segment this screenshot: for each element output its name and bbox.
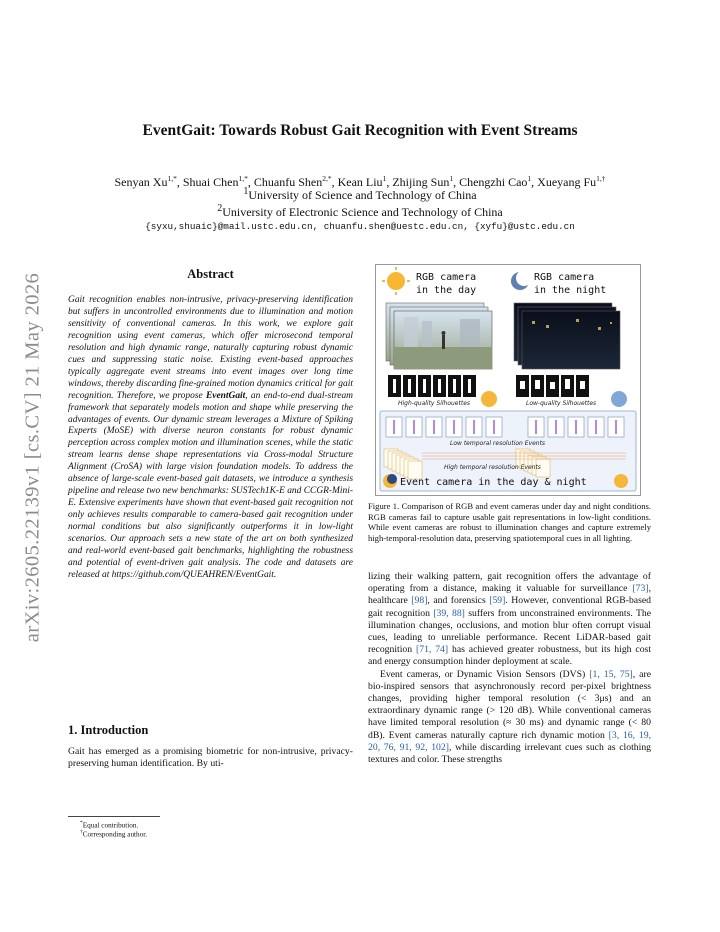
night-panel <box>511 270 620 369</box>
figure-1-caption: Figure 1. Comparison of RGB and event cameras under day and night conditions. RGB cameras fail to capture usable gait representations in low-light conditions. While event cameras are robust to illumination changes and capture extremely high-temporal-resolution data, preserving spatiotemporal cues in all lighting. <box>368 501 651 543</box>
citation-link[interactable]: [73] <box>632 583 649 595</box>
body-text: has achieved greater robustness, but its high cost and energy consumption hinder deployment at scale. <box>368 644 652 668</box>
paragraph-1 <box>368 571 651 667</box>
body-text: Event cameras, or Dynamic Vision Sensors (DVS) <box>380 668 590 680</box>
figure-1-illustration <box>376 265 640 495</box>
low-temporal-label: Low temporal resolution Events <box>450 440 546 447</box>
abstract-body <box>68 295 353 582</box>
happy-face-icon <box>481 391 497 407</box>
footnote-corresponding-author <box>80 829 147 838</box>
author-affiliation-mark: 1,† <box>596 174 606 183</box>
figure-1 <box>375 264 641 496</box>
author-affiliation-mark: 2,* <box>322 174 332 183</box>
footnote-rule <box>68 816 160 817</box>
author-name: Chuanfu Shen <box>253 175 323 189</box>
citation-link[interactable]: [3, 16, 19, 20, 76, 91, 92, 102] <box>368 729 651 753</box>
label-rgb-day-line2: in the day <box>416 285 477 296</box>
section-heading-introduction: 1. Introduction <box>68 723 149 737</box>
citation-link[interactable]: [39, 88] <box>433 607 465 619</box>
body-text: . However, conventional RGB-based gait recognition <box>368 595 652 619</box>
body-text: lizing their walking pattern, gait recognition offers the advantage of operating from a distance, making it valuable for surveillance <box>368 571 651 595</box>
author-name: Chengzhi Cao <box>459 175 528 189</box>
body-text: suffers from unconstrained environments. The illumination changes, occlusions, and motion blur often corrupt visual cues, leading to unreliable performance. Recent LiDAR-based gait recognition <box>368 607 651 656</box>
event-panel <box>380 411 636 491</box>
author-affiliation-mark: 1,* <box>238 174 248 183</box>
label-rgb-day-line1: RGB camera <box>416 272 477 283</box>
abstract-text-1: Gait recognition enables non-intrusive, privacy-preserving identification but suffers in uncontrolled environments due to illumination and motion sensitivity of conventional cameras. In this work, we explore gait recognition using event cameras, which offer microsecond temporal resolution and high dynamic range, naturally capturing robust dynamic cues and suppressing static noise. Existing event-based approaches typically aggregate event streams into event images over long time windows, thereby discarding fine-grained motion dynamics critical for gait recognition. Therefore, we propose <box>68 295 353 401</box>
author-affiliation-mark: 1 <box>527 174 532 183</box>
lq-silhouettes-label: Low-quality Silhouettes <box>526 400 597 407</box>
footnote-1-mark: * <box>80 820 83 826</box>
night-frame-front <box>522 311 620 369</box>
body-text: , healthcare <box>368 583 651 607</box>
author-name: Zhijing Sun <box>392 175 450 189</box>
body-text: , while discarding irrelevant cues such as clothing textures and color. These strengths <box>368 741 652 766</box>
paper-title: EventGait: Towards Robust Gait Recognition with Event Streams <box>142 122 578 139</box>
author-affiliation-mark: 1 <box>449 174 454 183</box>
abstract-heading: Abstract <box>187 267 234 281</box>
citation-link[interactable]: [59] <box>489 595 506 607</box>
citation-link[interactable]: [98] <box>411 595 428 607</box>
body-text: , are bio-inspired sensors that asynchronously record per-pixel brightness changes, providing higher temporal resolution (< 3μs) and an extraordinary dynamic range (> 120 dB). While conventional cameras have limited temporal resolution (≈ 30 ms) and dynamic range (< 80 dB). Event cameras naturally capture rich dynamic motion <box>368 668 651 741</box>
paragraph-2 <box>368 669 651 767</box>
affiliation-2-sup: 2 <box>217 203 223 214</box>
author-name: Kean Liu <box>337 175 383 189</box>
author-name: Shuai Chen <box>182 175 239 189</box>
right-column-body <box>368 571 651 766</box>
affiliation-1-text: University of Science and Technology of China <box>248 188 477 202</box>
footnote-equal-contribution <box>80 820 138 829</box>
high-temporal-label: High temporal resolution Events <box>444 464 541 471</box>
label-rgb-night-line1: RGB camera <box>534 272 595 283</box>
citation-link[interactable]: [1, 15, 75] <box>589 668 633 680</box>
author-list: Senyan $Xu^{1,*}$, Shuai Chen$^{1,*}$, Chuanfu Shen$^{2,*}$, Kean Liu$^1$, Zhijing Sun$^1$, Chengzhi Cao$^1$, Xueyang $Fu^{1,\dagger}$ <box>114 174 606 189</box>
event-camera-label: Event camera in the day & night <box>400 477 587 488</box>
affiliation-2-text: University of Electronic Science and Technology of China <box>222 205 503 219</box>
author-name: Senyan Xu <box>114 175 168 189</box>
citation-link[interactable]: [71, 74] <box>416 644 449 656</box>
day-panel <box>382 267 492 369</box>
method-name: EventGait <box>205 390 246 401</box>
sad-face-icon <box>611 391 627 407</box>
author-name: Xueyang Fu <box>537 175 597 189</box>
affiliation-1-sup: 1 <box>243 186 249 197</box>
affiliation-2 <box>0 203 720 220</box>
arxiv-stamp: arXiv:2605.22139v1 [cs.CV] 21 May 2026 <box>21 272 44 643</box>
hq-silhouettes-label: High-quality Silhouettes <box>398 400 471 407</box>
author-emails: {syxu,shuaic}@mail.ustc.edu.cn, chuanfu.shen@uestc.edu.cn, {xyfu}@ustc.edu.cn <box>145 221 575 232</box>
intro-paragraph: Gait has emerged as a promising biometric for non-intrusive, privacy-preserving human identification. By uti- <box>68 746 353 770</box>
body-text: , and forensics <box>427 595 490 607</box>
happy-face-icon-2 <box>614 474 628 488</box>
author-affiliation-mark: 1 <box>382 174 387 183</box>
sun-icon <box>387 272 405 290</box>
author-affiliation-mark: 1,* <box>167 174 177 183</box>
affiliation-1 <box>0 186 720 203</box>
label-rgb-night-line2: in the night <box>534 285 607 296</box>
silhouette-strips <box>388 375 627 407</box>
footnote-2-mark: † <box>80 829 83 835</box>
abstract-text-2: , an end-to-end dual-stream framework that separately models motion and shape while preserving the advantages of events. Our dynamic stream leverages a Mixture of Spiking Experts (MoSE) with diverse neuron constants for robust dynamic perception across complex motion and illumination scenes, while the static stream learns dense shape representations via Cross-modal Structure Alignment (CroSA) with large vision foundation models. To address the absence of large-scale event-based gait datasets, we introduce a synthesis pipeline and release two new benchmarks: SUSTech1K-E and CCGR-Mini-E. Extensive experiments have shown that event-based gait recognition not only achieves results comparable to camera-based gait recognition under normal conditions but also significantly outperforms it in low-light scenarios. Our approach sets a new state of the art on both synthesized and real-world event-based gait benchmarks, highlighting the robustness and potential of event-driven gait analysis. The code and datasets are released at https://github.com/QUEAHREN/EventGait. <box>68 390 354 580</box>
footnote-2-text: Corresponding author. <box>82 830 148 839</box>
footnote-1-text: Equal contribution. <box>82 821 139 830</box>
